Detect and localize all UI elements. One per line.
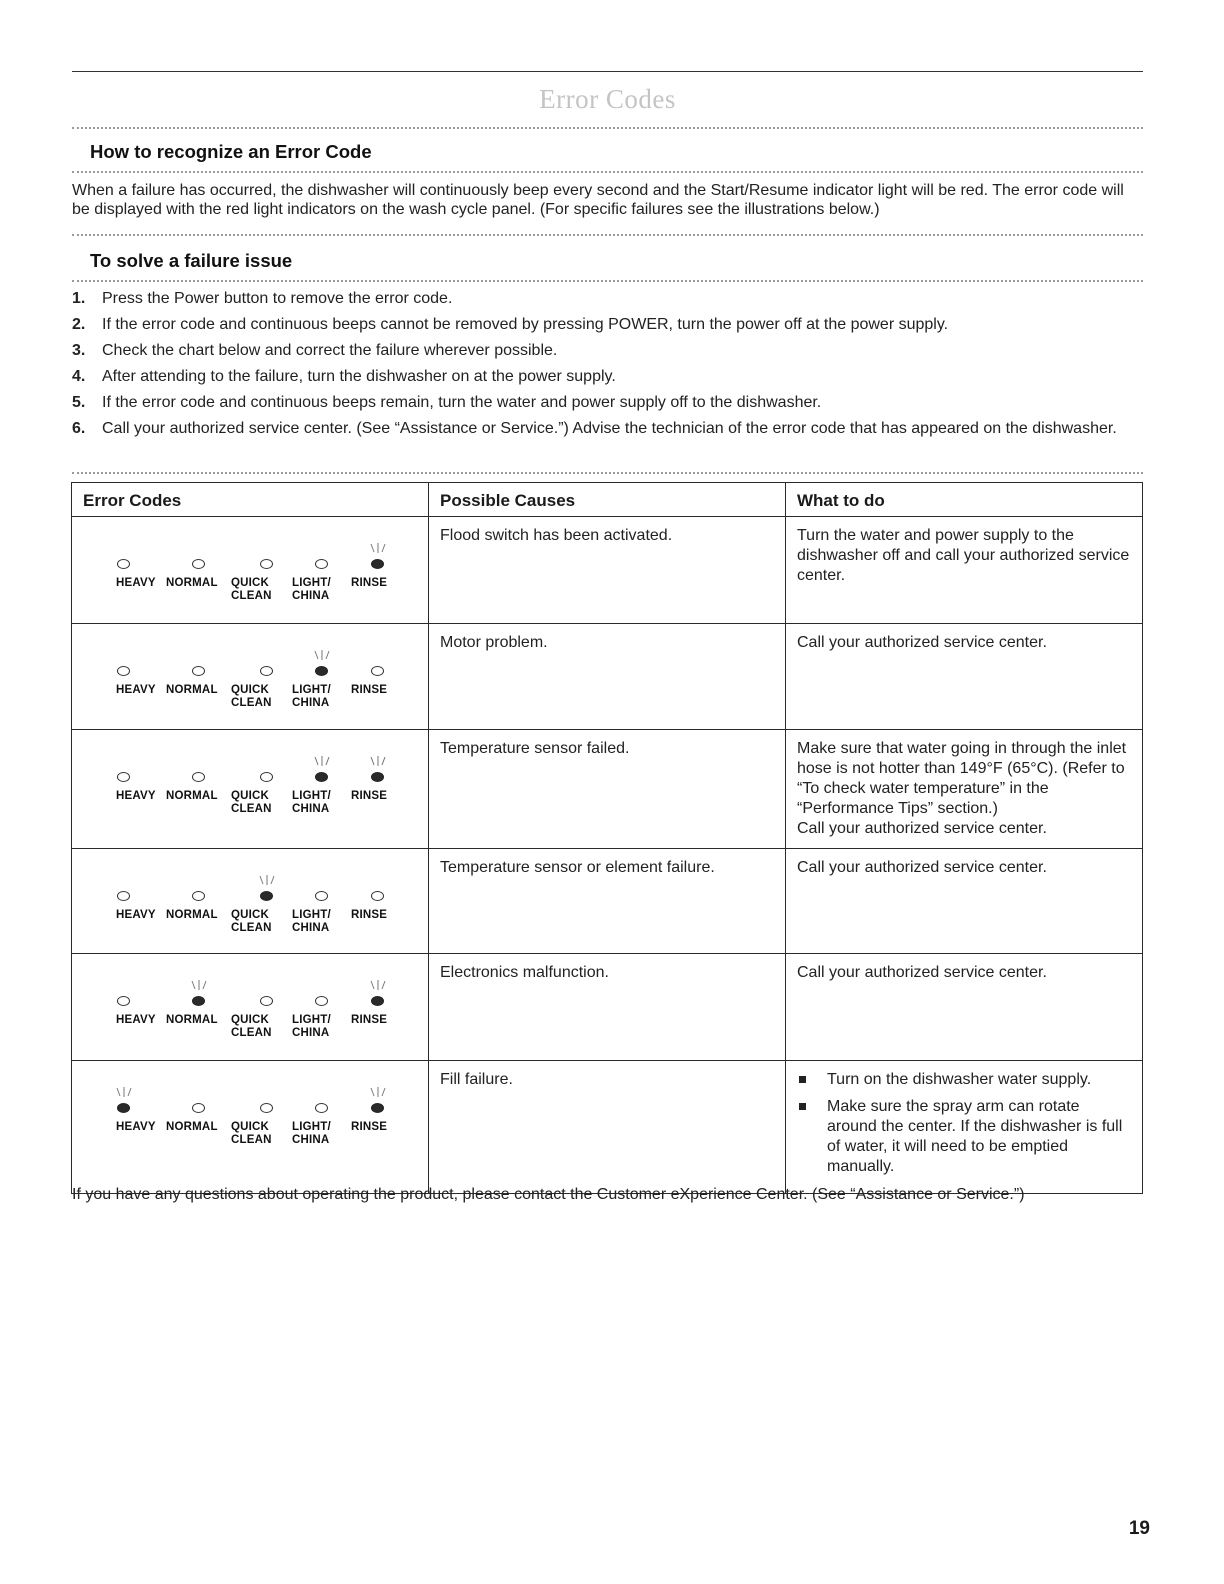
label-quick: QUICK xyxy=(231,790,270,802)
label-light: LIGHT/ xyxy=(292,909,331,921)
label-heavy: HEAVY xyxy=(116,684,156,696)
step-number: 5. xyxy=(72,394,86,411)
label-heavy: HEAVY xyxy=(116,909,156,921)
label-light: LIGHT/ xyxy=(292,790,331,802)
label-quick: QUICK xyxy=(231,577,270,589)
table-row xyxy=(72,517,1143,624)
light-ray xyxy=(382,544,385,552)
unlit-quick-clean-indicator-icon xyxy=(260,1103,273,1113)
label-clean: CLEAN xyxy=(231,1134,272,1146)
unlit-heavy-indicator-icon xyxy=(117,772,130,782)
dotted-divider xyxy=(72,127,1143,129)
todo-cell xyxy=(786,730,1143,849)
label-quick: QUICK xyxy=(231,1014,270,1026)
header-error-codes: Error Codes xyxy=(72,483,429,517)
step-number: 6. xyxy=(72,420,86,437)
label-china: CHINA xyxy=(292,803,330,815)
dotted-divider xyxy=(72,280,1143,282)
cause-cell: Electronics malfunction. xyxy=(429,954,786,1061)
light-ray xyxy=(371,1088,374,1096)
section-heading-solve: To solve a failure issue xyxy=(90,250,293,271)
label-rinse: RINSE xyxy=(351,909,388,921)
table-row xyxy=(72,624,1143,730)
light-rays-icon xyxy=(256,873,278,889)
step-number: 3. xyxy=(72,342,86,359)
dotted-divider xyxy=(72,472,1143,474)
closing-note: If you have any questions about operating the product, please contact the Customer eXperience Center. (See “Assistance or Service.”) xyxy=(72,1186,1025,1203)
table-row xyxy=(72,954,1143,1061)
label-clean: CLEAN xyxy=(231,590,272,602)
light-rays-icon xyxy=(311,754,333,770)
todo-cell: Call your authorized service center. xyxy=(786,624,1143,730)
top-rule xyxy=(72,71,1143,72)
step-text: If the error code and continuous beeps cannot be removed by pressing POWER, turn the power off at the power supply. xyxy=(102,316,949,333)
unlit-rinse-indicator-icon xyxy=(371,666,384,676)
unlit-normal-indicator-icon xyxy=(192,891,205,901)
light-rays-icon xyxy=(367,1085,389,1101)
label-light: LIGHT/ xyxy=(292,577,331,589)
label-light: LIGHT/ xyxy=(292,1014,331,1026)
light-rays-icon xyxy=(311,648,333,664)
step-text: Call your authorized service center. (See “Assistance or Service.”) Advise the technician of the error code that has appeared on the dishwasher. xyxy=(102,420,1117,437)
step-number: 2. xyxy=(72,316,86,333)
step-number: 4. xyxy=(72,368,86,385)
cycle-indicator-panel xyxy=(116,646,406,716)
cycle-indicator-panel xyxy=(116,1083,406,1153)
label-rinse: RINSE xyxy=(351,684,388,696)
label-light: LIGHT/ xyxy=(292,1121,331,1133)
lit-normal-indicator-icon xyxy=(192,996,205,1006)
recognize-paragraph: When a failure has occurred, the dishwasher will continuously beep every second and the Start/Resume indicator light will be red. The error code will be displayed with the red light indicators on the wash cycle panel. (For specific failures see the illustrations below.) xyxy=(72,182,1124,218)
todo-text: Call your authorized service center. xyxy=(797,820,1047,837)
error-code-panel-cell xyxy=(72,517,429,624)
step-item xyxy=(72,367,1143,386)
label-normal: NORMAL xyxy=(166,1014,218,1026)
light-ray xyxy=(371,544,374,552)
step-item xyxy=(72,289,1143,308)
page-title: Error Codes xyxy=(539,84,676,114)
light-ray xyxy=(117,1088,120,1096)
light-ray xyxy=(260,876,263,884)
label-rinse: RINSE xyxy=(351,790,388,802)
lit-quick-clean-indicator-icon xyxy=(260,891,273,901)
step-item xyxy=(72,341,1143,360)
unlit-heavy-indicator-icon xyxy=(117,666,130,676)
error-codes-table xyxy=(71,482,1143,1194)
light-ray xyxy=(315,757,318,765)
table-row xyxy=(72,730,1143,849)
unlit-light-china-indicator-icon xyxy=(315,559,328,569)
label-quick: QUICK xyxy=(231,684,270,696)
label-china: CHINA xyxy=(292,697,330,709)
light-ray xyxy=(371,981,374,989)
todo-cell: Call your authorized service center. xyxy=(786,849,1143,954)
unlit-quick-clean-indicator-icon xyxy=(260,666,273,676)
light-ray xyxy=(128,1088,131,1096)
step-item xyxy=(72,393,1143,412)
dotted-divider xyxy=(72,234,1143,236)
label-heavy: HEAVY xyxy=(116,577,156,589)
label-heavy: HEAVY xyxy=(116,1014,156,1026)
todo-bullet-item: Turn on the dishwasher water supply. xyxy=(797,1070,1131,1090)
label-clean: CLEAN xyxy=(231,1027,272,1039)
step-item xyxy=(72,315,1143,334)
unlit-quick-clean-indicator-icon xyxy=(260,772,273,782)
error-code-panel-cell xyxy=(72,730,429,849)
unlit-normal-indicator-icon xyxy=(192,772,205,782)
header-what-to-do: What to do xyxy=(786,483,1143,517)
label-rinse: RINSE xyxy=(351,1014,388,1026)
unlit-normal-indicator-icon xyxy=(192,1103,205,1113)
cause-cell: Temperature sensor failed. xyxy=(429,730,786,849)
light-ray xyxy=(382,1088,385,1096)
dotted-divider xyxy=(72,171,1143,173)
step-text: Check the chart below and correct the failure wherever possible. xyxy=(102,342,558,359)
light-rays-icon xyxy=(113,1085,135,1101)
cause-cell: Temperature sensor or element failure. xyxy=(429,849,786,954)
unlit-light-china-indicator-icon xyxy=(315,996,328,1006)
lit-light-china-indicator-icon xyxy=(315,666,328,676)
light-ray xyxy=(326,757,329,765)
label-china: CHINA xyxy=(292,1134,330,1146)
light-ray xyxy=(382,981,385,989)
label-normal: NORMAL xyxy=(166,577,218,589)
unlit-heavy-indicator-icon xyxy=(117,891,130,901)
lit-heavy-indicator-icon xyxy=(117,1103,130,1113)
unlit-quick-clean-indicator-icon xyxy=(260,996,273,1006)
table-row xyxy=(72,1061,1143,1194)
light-ray xyxy=(371,757,374,765)
lit-rinse-indicator-icon xyxy=(371,1103,384,1113)
label-normal: NORMAL xyxy=(166,1121,218,1133)
unlit-rinse-indicator-icon xyxy=(371,891,384,901)
light-rays-icon xyxy=(367,754,389,770)
light-ray xyxy=(271,876,274,884)
label-clean: CLEAN xyxy=(231,697,272,709)
light-ray xyxy=(203,981,206,989)
light-rays-icon xyxy=(188,978,210,994)
light-ray xyxy=(382,757,385,765)
light-ray xyxy=(192,981,195,989)
label-heavy: HEAVY xyxy=(116,1121,156,1133)
todo-cell xyxy=(786,1061,1143,1194)
unlit-normal-indicator-icon xyxy=(192,666,205,676)
section-heading-recognize: How to recognize an Error Code xyxy=(90,141,372,162)
label-quick: QUICK xyxy=(231,909,270,921)
unlit-quick-clean-indicator-icon xyxy=(260,559,273,569)
error-code-panel-cell xyxy=(72,954,429,1061)
cause-cell: Flood switch has been activated. xyxy=(429,517,786,624)
light-ray xyxy=(326,651,329,659)
label-china: CHINA xyxy=(292,590,330,602)
table-header-row xyxy=(72,483,1143,517)
unlit-heavy-indicator-icon xyxy=(117,996,130,1006)
header-possible-causes: Possible Causes xyxy=(429,483,786,517)
step-text: Press the Power button to remove the error code. xyxy=(102,290,453,307)
step-text: After attending to the failure, turn the dishwasher on at the power supply. xyxy=(102,368,616,385)
step-number: 1. xyxy=(72,290,86,307)
error-code-panel-cell xyxy=(72,1061,429,1194)
unlit-heavy-indicator-icon xyxy=(117,559,130,569)
label-rinse: RINSE xyxy=(351,1121,388,1133)
page-number: 19 xyxy=(1128,1518,1150,1539)
label-normal: NORMAL xyxy=(166,684,218,696)
step-item xyxy=(72,419,1143,438)
label-china: CHINA xyxy=(292,922,330,934)
lit-light-china-indicator-icon xyxy=(315,772,328,782)
label-quick: QUICK xyxy=(231,1121,270,1133)
step-text: If the error code and continuous beeps remain, turn the water and power supply off to the dishwasher. xyxy=(102,394,822,411)
label-clean: CLEAN xyxy=(231,922,272,934)
label-normal: NORMAL xyxy=(166,790,218,802)
label-light: LIGHT/ xyxy=(292,684,331,696)
light-rays-icon xyxy=(367,978,389,994)
todo-bullet-item: Make sure the spray arm can rotate around the center. If the dishwasher is full of water, it will need to be emptied manually. xyxy=(797,1097,1131,1177)
label-rinse: RINSE xyxy=(351,577,388,589)
lit-rinse-indicator-icon xyxy=(371,996,384,1006)
cycle-indicator-panel xyxy=(116,871,406,941)
cycle-indicator-panel xyxy=(116,976,406,1046)
light-ray xyxy=(315,651,318,659)
todo-bullet-list xyxy=(797,1070,1131,1177)
table-row xyxy=(72,849,1143,954)
lit-rinse-indicator-icon xyxy=(371,559,384,569)
unlit-light-china-indicator-icon xyxy=(315,1103,328,1113)
todo-text: Make sure that water going in through the inlet hose is not hotter than 149°F (65°C). (Refer to “To check water temperature” in the “Performance Tips” section.) xyxy=(797,740,1127,817)
error-code-panel-cell xyxy=(72,624,429,730)
label-china: CHINA xyxy=(292,1027,330,1039)
label-clean: CLEAN xyxy=(231,803,272,815)
unlit-normal-indicator-icon xyxy=(192,559,205,569)
cause-cell: Motor problem. xyxy=(429,624,786,730)
cause-cell: Fill failure. xyxy=(429,1061,786,1194)
unlit-light-china-indicator-icon xyxy=(315,891,328,901)
label-heavy: HEAVY xyxy=(116,790,156,802)
cycle-indicator-panel xyxy=(116,539,406,609)
todo-cell: Turn the water and power supply to the dishwasher off and call your authorized service center. xyxy=(786,517,1143,624)
todo-cell: Call your authorized service center. xyxy=(786,954,1143,1061)
cycle-indicator-panel xyxy=(116,752,406,822)
error-code-panel-cell xyxy=(72,849,429,954)
light-rays-icon xyxy=(367,541,389,557)
label-normal: NORMAL xyxy=(166,909,218,921)
lit-rinse-indicator-icon xyxy=(371,772,384,782)
